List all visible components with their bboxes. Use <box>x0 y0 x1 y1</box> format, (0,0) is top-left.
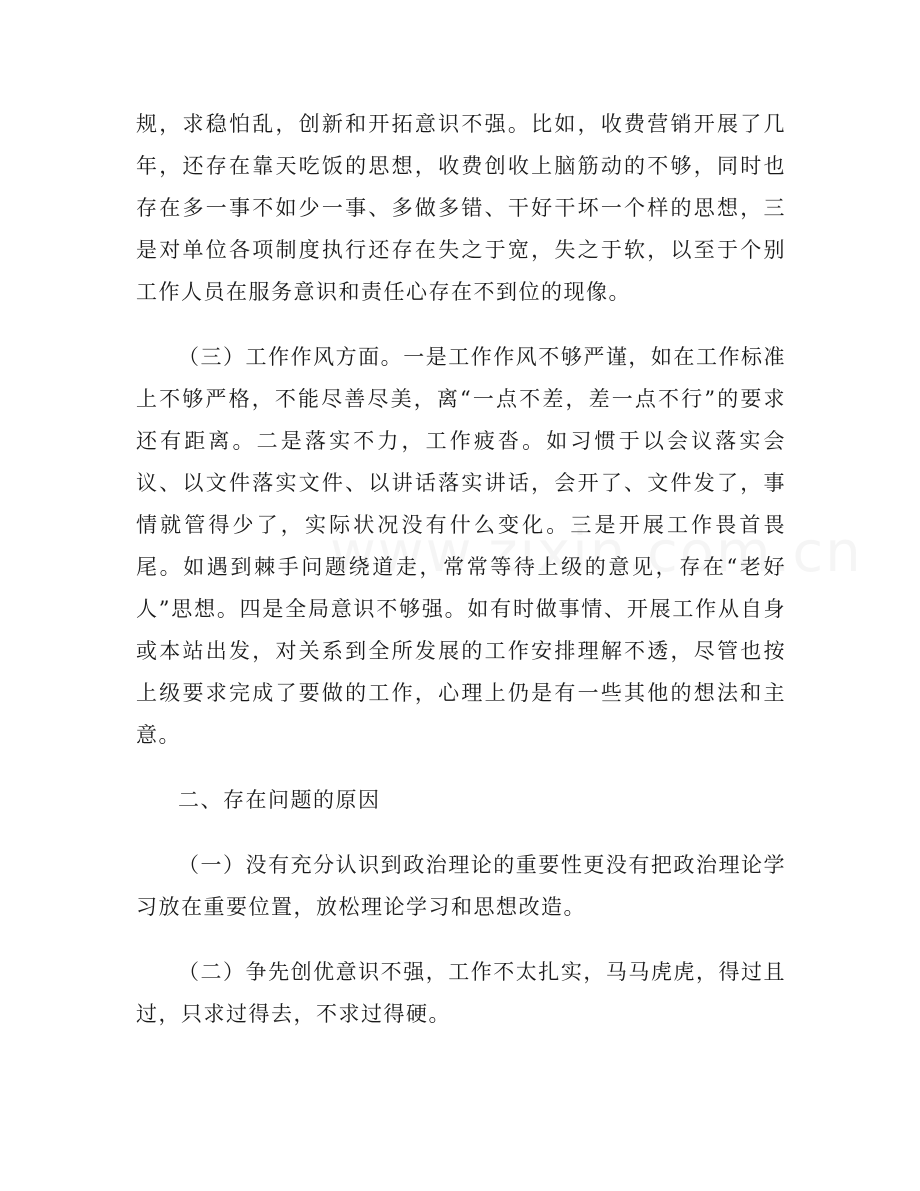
section-heading-causes: 二、存在问题的原因 <box>178 788 381 812</box>
paragraph-work-style: （三）工作作风方面。一是工作作风不够严谨，如在工作标准上不够严格，不能尽善尽美，离“一点不差，差一点不行”的要求还有距离。二是落实不力，工作疲沓。如习惯于以会议落实会议、以文件落实文件、以讲话落实讲话，会开了、文件发了，事情就管得少了，实际状况没有什么变化。三是开展工作畏首畏尾。如遇到棘手问题绕道走，常常等待上级的意见，存在“老好人”思想。四是全局意识不够强。如有时做事情、开展工作从自身或本站出发，对关系到全所发展的工作安排理解不透，尽管也按上级要求完成了要做的工作，心理上仍是有一些其他的想法和主意。 <box>136 345 786 747</box>
paragraph-cause-one: （一）没有充分认识到政治理论的重要性更没有把政治理论学习放在重要位置，放松理论学习和思想改造。 <box>136 853 786 919</box>
watermark <box>330 520 863 585</box>
paragraph-cause-two: （二）争先创优意识不强，工作不太扎实，马马虎虎，得过且过，只求过得去，不求过得硬。 <box>136 960 786 1026</box>
paragraph-continuation: 规，求稳怕乱，创新和开拓意识不强。比如，收费营销开展了几年，还存在靠天吃饭的思想，收费创收上脑筋动的不够，同时也存在多一事不如少一事、多做多错、干好干坏一个样的思想，三是对单位各项制度执行还存在失之于宽，失之于软，以至于个别工作人员在服务意识和责任心存在不到位的现像。 <box>136 112 786 304</box>
